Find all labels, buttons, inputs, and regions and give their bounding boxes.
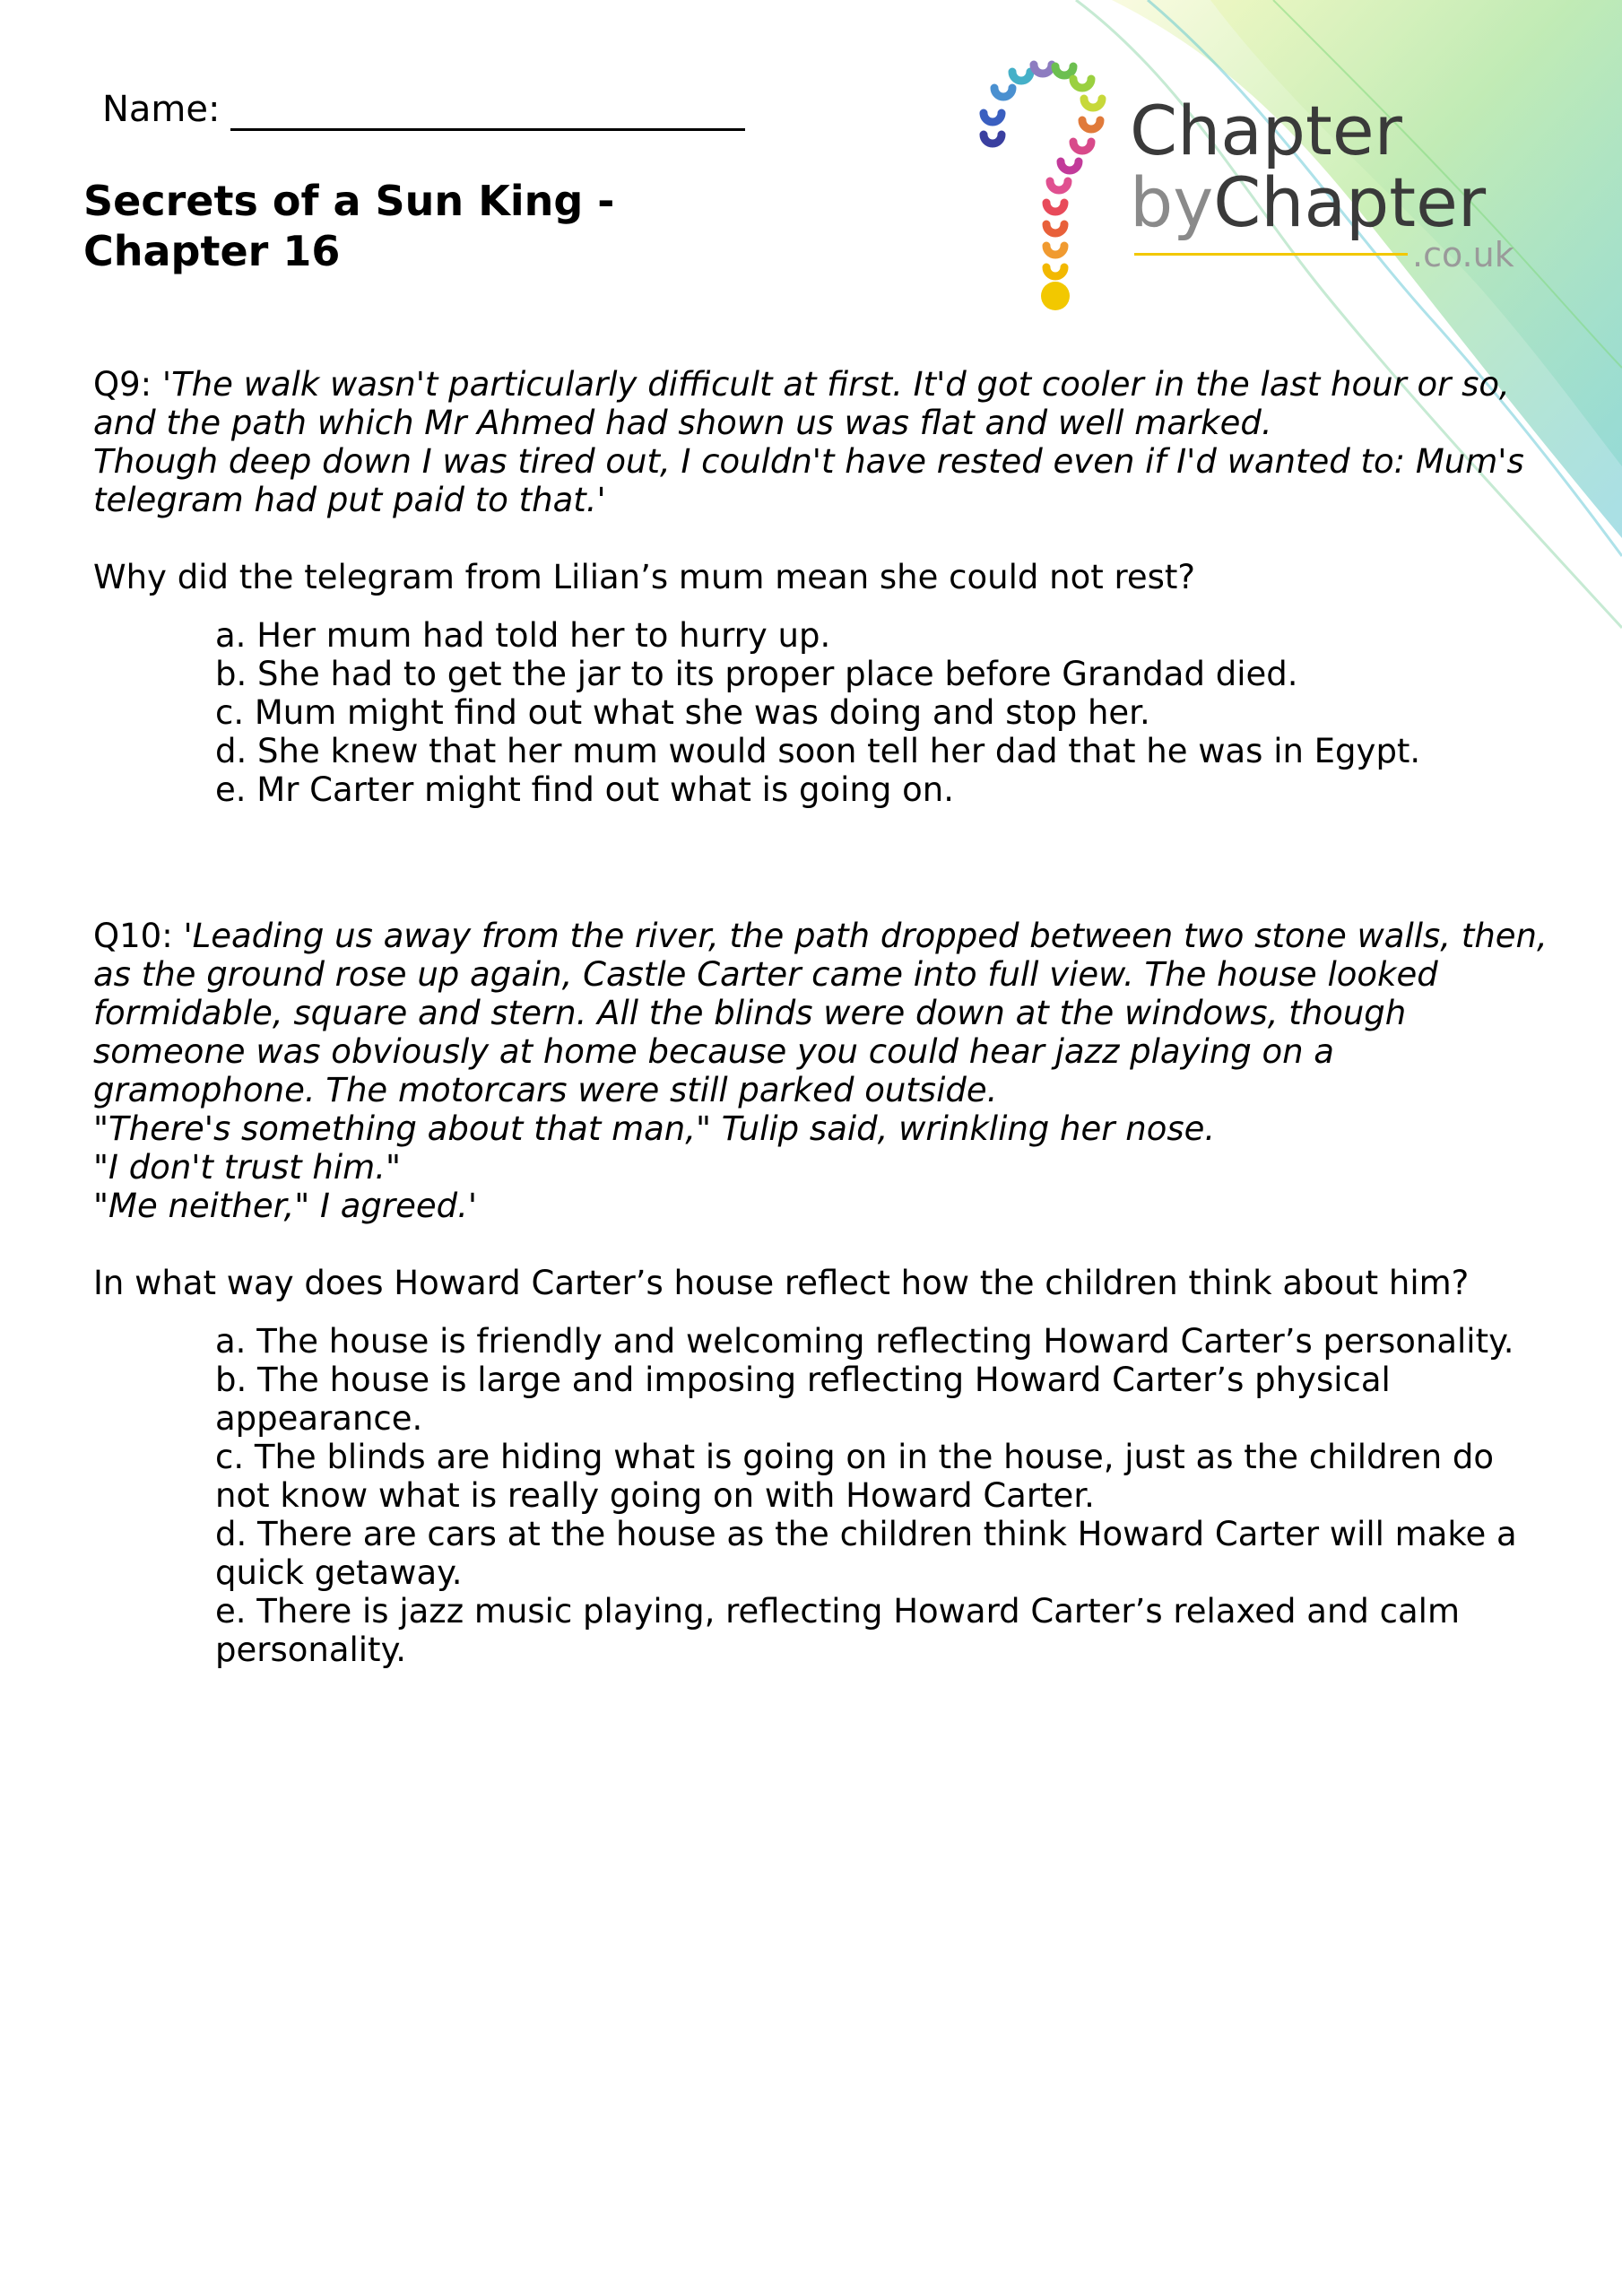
- logo-text-domain: .co.uk: [1412, 235, 1514, 274]
- question-q10: [93, 917, 1564, 1669]
- worksheet-title: [83, 176, 765, 276]
- q9-option-d[interactable]: d. She knew that her mum would soon tell her dad that he was in Egypt.: [215, 732, 1421, 770]
- q10-option-c-line-2: not know what is really going on with Howard Carter.: [215, 1476, 1095, 1515]
- question-q9: [93, 365, 1564, 809]
- q10-option-e-line-1: e. There is jazz music playing, reflecting Howard Carter’s relaxed and calm: [215, 1592, 1460, 1631]
- q10-passage-line-6: "There's something about that man," Tulip said, wrinkling her nose.: [93, 1109, 1216, 1148]
- q10-options: [93, 1322, 1564, 1669]
- q10-option-b[interactable]: [215, 1361, 1564, 1438]
- q10-passage-line-4: someone was obviously at home because you could hear jazz playing on a: [93, 1032, 1334, 1071]
- logo-text-by-chapter: [1130, 162, 1487, 242]
- q10-passage-line-2: as the ground rose up again, Castle Carter came into full view. The house looked: [93, 955, 1438, 994]
- name-field[interactable]: [102, 88, 745, 131]
- q9-passage-line-4: telegram had put paid to that.': [93, 481, 606, 519]
- q10-option-b-line-1: b. The house is large and imposing reflecting Howard Carter’s physical: [215, 1361, 1391, 1399]
- logo-text-by: by: [1130, 162, 1214, 242]
- q10-option-a[interactable]: [215, 1322, 1564, 1361]
- q10-passage: [93, 917, 1564, 1225]
- q9-label: Q9:: [93, 365, 152, 404]
- logo-underline: [1134, 253, 1408, 256]
- title-line-1: Secrets of a Sun King -: [83, 177, 615, 225]
- questions-container: [93, 365, 1564, 1669]
- q10-option-a-line-1: a. The house is friendly and welcoming reflecting Howard Carter’s personality.: [215, 1322, 1514, 1361]
- section-spacer: [93, 809, 1564, 917]
- q10-option-d[interactable]: [215, 1515, 1564, 1592]
- q10-passage-line-5: gramophone. The motorcars were still parked outside.: [93, 1071, 998, 1109]
- q9-option-a[interactable]: a. Her mum had told her to hurry up.: [215, 616, 831, 655]
- q9-options: [93, 616, 1564, 809]
- q9-passage-line-1: 'The walk wasn't particularly difficult at first. It'd got cooler in the last hour or so,: [161, 365, 1510, 404]
- q9-option-b[interactable]: b. She had to get the jar to its proper place before Grandad died.: [215, 655, 1298, 693]
- title-line-2: Chapter 16: [83, 227, 341, 275]
- q10-option-d-line-1: d. There are cars at the house as the children think Howard Carter will make a: [215, 1515, 1517, 1553]
- q10-passage-line-3: formidable, square and stern. All the blinds were down at the windows, though: [93, 994, 1407, 1032]
- logo-text-chapter-2: Chapter: [1213, 162, 1487, 242]
- q9-option-e[interactable]: e. Mr Carter might find out what is going on.: [215, 770, 954, 809]
- name-blank-line[interactable]: [230, 89, 745, 131]
- q10-option-c[interactable]: [215, 1438, 1564, 1515]
- q10-option-e-line-2: personality.: [215, 1631, 406, 1669]
- q10-option-d-line-2: quick getaway.: [215, 1553, 463, 1592]
- q9-passage: [93, 365, 1564, 519]
- logo-text-chapter: Chapter: [1130, 91, 1402, 170]
- q10-passage-line-1: 'Leading us away from the river, the path dropped between two stone walls, then,: [183, 917, 1548, 955]
- q10-option-b-line-2: appearance.: [215, 1399, 423, 1438]
- q9-passage-line-2: and the path which Mr Ahmed had shown us was flat and well marked.: [93, 404, 1272, 442]
- chapter-by-chapter-logo: [964, 56, 1556, 316]
- q9-option-c[interactable]: c. Mum might find out what she was doing and stop her.: [215, 693, 1150, 732]
- q10-passage-line-8: "Me neither," I agreed.': [93, 1187, 478, 1225]
- q10-option-c-line-1: c. The blinds are hiding what is going on in the house, just as the children do: [215, 1438, 1495, 1476]
- q10-label: Q10:: [93, 917, 173, 955]
- q10-passage-line-7: "I don't trust him.": [93, 1148, 401, 1187]
- name-label: Name:: [102, 89, 221, 130]
- q10-prompt: In what way does Howard Carter’s house reflect how the children think about him?: [93, 1264, 1470, 1302]
- q10-option-e[interactable]: [215, 1592, 1564, 1669]
- q9-prompt: Why did the telegram from Lilian’s mum mean she could not rest?: [93, 558, 1196, 596]
- book-question-mark-icon: [964, 56, 1125, 316]
- q9-passage-line-3: Though deep down I was tired out, I couldn't have rested even if I'd wanted to: Mum's: [93, 442, 1524, 481]
